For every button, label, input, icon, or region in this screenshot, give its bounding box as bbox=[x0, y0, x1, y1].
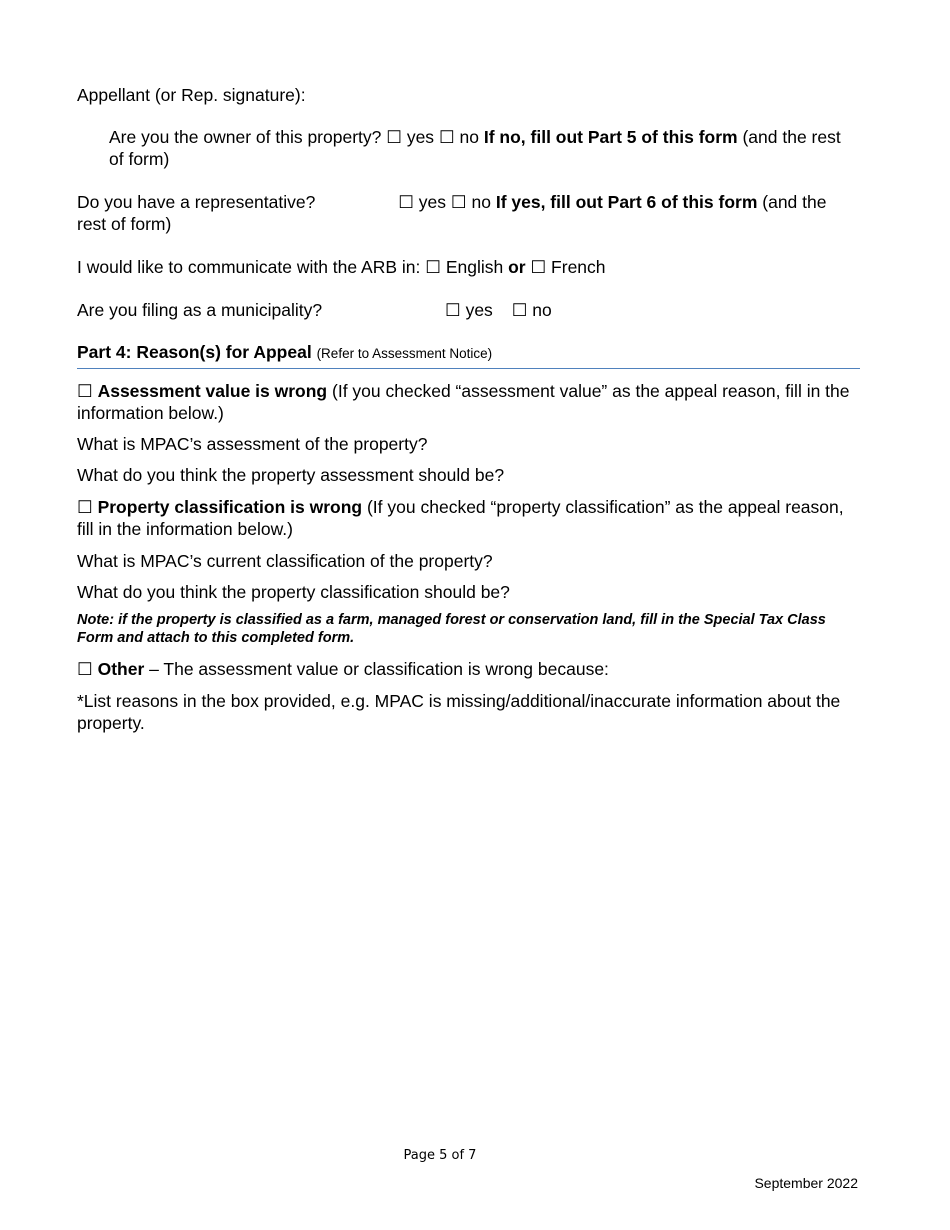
classification-note: Note: if the property is classified as a farm, managed forest or conservation land, fill in the Special Tax Class Form and attach to this completed form. bbox=[77, 612, 826, 646]
part4-heading bbox=[77, 341, 860, 365]
assessment-value-option bbox=[77, 380, 860, 424]
signature-label: Appellant (or Rep. signature): bbox=[77, 85, 306, 105]
representative-instruction: If yes, fill out Part 6 of this form bbox=[495, 192, 758, 212]
language-or: or bbox=[508, 257, 526, 277]
language-row bbox=[77, 256, 860, 278]
assessment-value-description: (If you checked “assessment value” as the appeal reason, fill in the information below.) bbox=[77, 381, 850, 423]
revision-date: September 2022 bbox=[754, 1175, 858, 1191]
checkbox-icon: ☐ bbox=[77, 659, 93, 679]
assessment-question-1: What is MPAC’s assessment of the property? bbox=[77, 434, 428, 454]
municipality-yes-checkbox[interactable]: ☐ yes bbox=[445, 300, 493, 320]
part4-note: (Refer to Assessment Notice) bbox=[316, 346, 493, 361]
checkbox-icon: ☐ bbox=[450, 192, 467, 212]
checkbox-icon: ☐ bbox=[77, 497, 93, 517]
owner-instruction-rest: (and the rest of form) bbox=[109, 127, 841, 169]
municipality-no-checkbox[interactable]: ☐ no bbox=[511, 300, 552, 320]
representative-question: Do you have a representative? bbox=[77, 192, 316, 212]
language-prompt: I would like to communicate with the ARB in: bbox=[77, 257, 421, 277]
owner-question-row bbox=[77, 126, 860, 170]
representative-question-row bbox=[77, 191, 860, 235]
other-list-note: *List reasons in the box provided, e.g. MPAC is missing/additional/inaccurate information about the property. bbox=[77, 691, 841, 733]
classification-question-1: What is MPAC’s current classification of the property? bbox=[77, 551, 493, 571]
language-english-checkbox[interactable]: ☐ English bbox=[425, 257, 504, 277]
checkbox-icon: ☐ bbox=[425, 257, 441, 277]
section-divider bbox=[77, 368, 860, 369]
other-checkbox[interactable]: ☐ Other bbox=[77, 659, 145, 679]
classification-question-2: What do you think the property classification should be? bbox=[77, 582, 510, 602]
checkbox-icon: ☐ bbox=[445, 300, 461, 320]
part4-title: Part 4: Reason(s) for Appeal bbox=[77, 342, 312, 362]
assessment-question-2: What do you think the property assessment should be? bbox=[77, 465, 505, 485]
page-number: Page 5 of 7 bbox=[403, 1148, 477, 1163]
owner-instruction: If no, fill out Part 5 of this form bbox=[483, 127, 738, 147]
classification-description: (If you checked “property classification” as the appeal reason, fill in the information below.) bbox=[77, 497, 844, 539]
checkbox-icon: ☐ bbox=[398, 192, 414, 212]
owner-question: Are you the owner of this property? bbox=[109, 127, 382, 147]
classification-checkbox[interactable]: ☐ Property classification is wrong bbox=[77, 497, 363, 517]
assessment-value-checkbox[interactable]: ☐ Assessment value is wrong bbox=[77, 381, 328, 401]
owner-yes-checkbox[interactable]: ☐ yes bbox=[386, 127, 435, 147]
representative-yes-checkbox[interactable]: ☐ yes bbox=[398, 192, 447, 212]
language-french-checkbox[interactable]: ☐ French bbox=[530, 257, 606, 277]
classification-option bbox=[77, 496, 860, 540]
owner-no-checkbox[interactable]: ☐ no bbox=[438, 127, 479, 147]
checkbox-icon: ☐ bbox=[530, 257, 547, 277]
checkbox-icon: ☐ bbox=[77, 381, 93, 401]
other-description: – The assessment value or classification is wrong because: bbox=[149, 659, 609, 679]
municipality-row bbox=[77, 299, 860, 321]
municipality-question: Are you filing as a municipality? bbox=[77, 300, 323, 320]
other-option bbox=[77, 658, 860, 680]
representative-instruction-rest: (and the rest of form) bbox=[77, 192, 827, 234]
representative-no-checkbox[interactable]: ☐ no bbox=[450, 192, 491, 212]
checkbox-icon: ☐ bbox=[438, 127, 455, 147]
checkbox-icon: ☐ bbox=[511, 300, 528, 320]
checkbox-icon: ☐ bbox=[386, 127, 402, 147]
